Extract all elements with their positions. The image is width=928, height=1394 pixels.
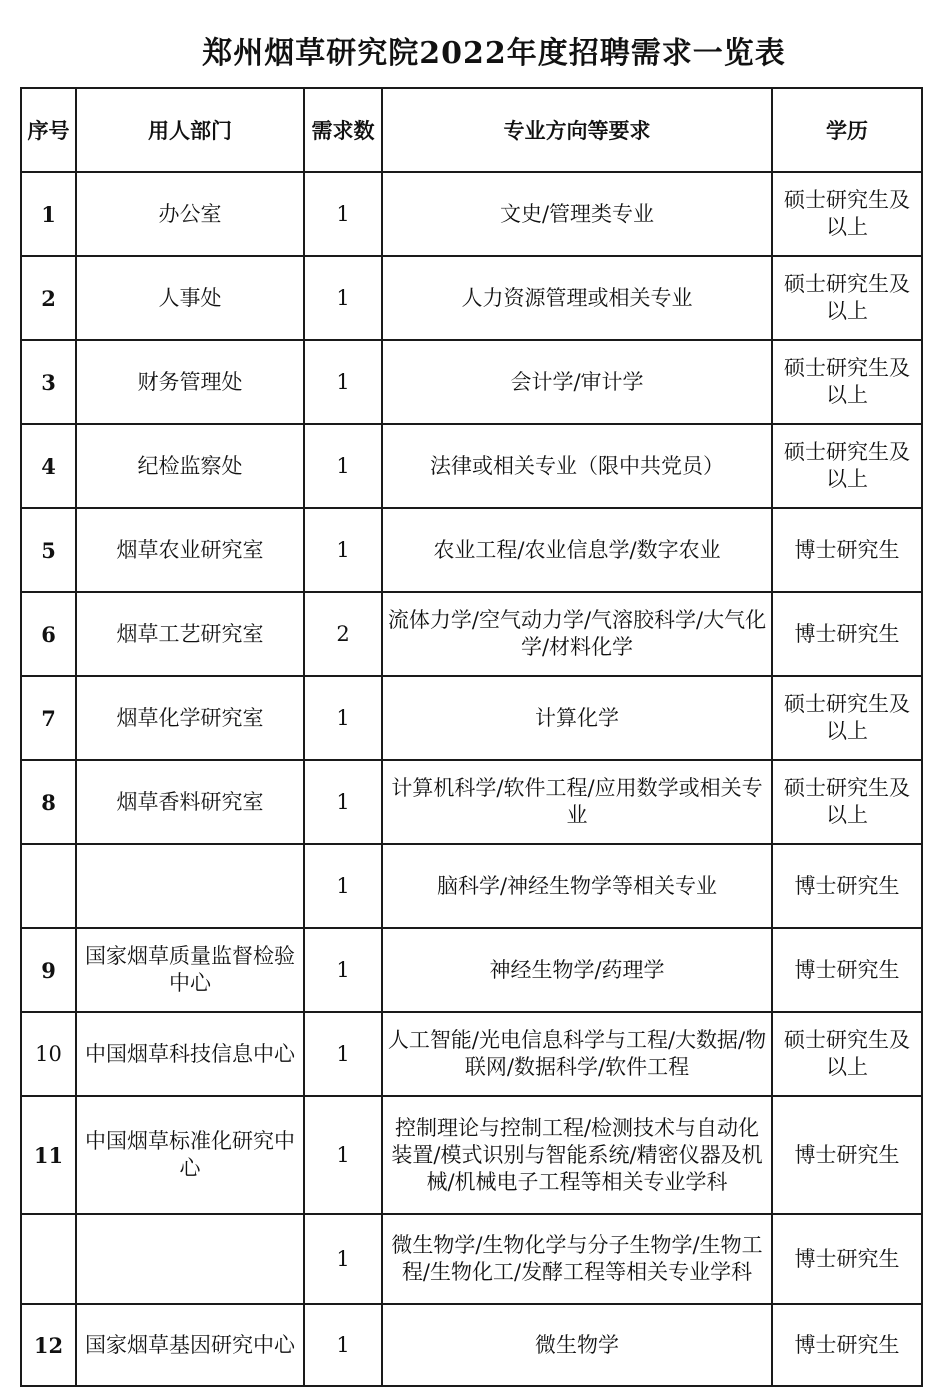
header-cell-edu: 学历 <box>772 88 922 172</box>
row-edu: 博士研究生 <box>772 592 922 676</box>
row-dept: 办公室 <box>76 172 304 256</box>
row-count: 1 <box>304 424 382 508</box>
row-dept <box>76 844 304 928</box>
row-major: 人工智能/光电信息科学与工程/大数据/物联网/数据科学/软件工程 <box>382 1012 772 1096</box>
row-edu: 博士研究生 <box>772 1214 922 1304</box>
table-row <box>21 1096 922 1214</box>
row-no <box>21 1214 76 1304</box>
row-count: 1 <box>304 1012 382 1096</box>
table-row <box>21 760 922 844</box>
row-no: 12 <box>21 1304 76 1386</box>
row-count: 1 <box>304 928 382 1012</box>
row-dept: 烟草香料研究室 <box>76 760 304 844</box>
row-dept: 纪检监察处 <box>76 424 304 508</box>
row-dept: 烟草化学研究室 <box>76 676 304 760</box>
row-count: 1 <box>304 256 382 340</box>
row-major: 脑科学/神经生物学等相关专业 <box>382 844 772 928</box>
row-major: 会计学/审计学 <box>382 340 772 424</box>
table-row <box>21 676 922 760</box>
row-edu: 硕士研究生及以上 <box>772 424 922 508</box>
table-header-row <box>21 88 922 172</box>
row-edu: 博士研究生 <box>772 928 922 1012</box>
row-major: 文史/管理类专业 <box>382 172 772 256</box>
row-count: 1 <box>304 340 382 424</box>
row-no: 3 <box>21 340 76 424</box>
row-count: 1 <box>304 1214 382 1304</box>
row-no: 2 <box>21 256 76 340</box>
row-major: 农业工程/农业信息学/数字农业 <box>382 508 772 592</box>
row-edu: 博士研究生 <box>772 508 922 592</box>
header-cell-no: 序号 <box>21 88 76 172</box>
row-no <box>21 844 76 928</box>
row-count: 1 <box>304 844 382 928</box>
row-edu: 硕士研究生及以上 <box>772 1012 922 1096</box>
row-no: 11 <box>21 1096 76 1214</box>
header-cell-dept: 用人部门 <box>76 88 304 172</box>
row-dept: 中国烟草标准化研究中心 <box>76 1096 304 1214</box>
row-no: 6 <box>21 592 76 676</box>
row-no: 7 <box>21 676 76 760</box>
table-row <box>21 844 922 928</box>
row-major: 计算化学 <box>382 676 772 760</box>
row-major: 控制理论与控制工程/检测技术与自动化装置/模式识别与智能系统/精密仪器及机械/机械电子工程等相关专业学科 <box>382 1096 772 1214</box>
row-major: 微生物学/生物化学与分子生物学/生物工程/生物化工/发酵工程等相关专业学科 <box>382 1214 772 1304</box>
row-dept: 国家烟草质量监督检验中心 <box>76 928 304 1012</box>
row-edu: 硕士研究生及以上 <box>772 256 922 340</box>
row-no: 8 <box>21 760 76 844</box>
row-edu: 博士研究生 <box>772 1096 922 1214</box>
table-row <box>21 592 922 676</box>
row-major: 流体力学/空气动力学/气溶胶科学/大气化学/材料化学 <box>382 592 772 676</box>
row-count: 1 <box>304 508 382 592</box>
row-dept: 财务管理处 <box>76 340 304 424</box>
row-count: 1 <box>304 1096 382 1214</box>
row-no: 9 <box>21 928 76 1012</box>
row-edu: 硕士研究生及以上 <box>772 172 922 256</box>
row-count: 1 <box>304 172 382 256</box>
row-dept: 人事处 <box>76 256 304 340</box>
table-row <box>21 1304 922 1386</box>
row-edu: 博士研究生 <box>772 844 922 928</box>
row-count: 2 <box>304 592 382 676</box>
row-no: 4 <box>21 424 76 508</box>
row-edu: 硕士研究生及以上 <box>772 676 922 760</box>
table-row <box>21 1214 922 1304</box>
row-edu: 博士研究生 <box>772 1304 922 1386</box>
row-dept <box>76 1214 304 1304</box>
row-count: 1 <box>304 676 382 760</box>
table-row <box>21 508 922 592</box>
table-row <box>21 424 922 508</box>
page-title: 郑州烟草研究院2022年度招聘需求一览表 <box>202 36 786 71</box>
row-major: 计算机科学/软件工程/应用数学或相关专业 <box>382 760 772 844</box>
recruitment-table <box>20 87 923 1387</box>
table-row <box>21 1012 922 1096</box>
row-major: 神经生物学/药理学 <box>382 928 772 1012</box>
row-dept: 国家烟草基因研究中心 <box>76 1304 304 1386</box>
row-no: 1 <box>21 172 76 256</box>
table-row <box>21 340 922 424</box>
header-cell-major: 专业方向等要求 <box>382 88 772 172</box>
row-edu: 硕士研究生及以上 <box>772 340 922 424</box>
table-row <box>21 172 922 256</box>
row-no: 10 <box>21 1012 76 1096</box>
row-major: 法律或相关专业（限中共党员） <box>382 424 772 508</box>
row-count: 1 <box>304 760 382 844</box>
row-major: 微生物学 <box>382 1304 772 1386</box>
row-edu: 硕士研究生及以上 <box>772 760 922 844</box>
row-dept: 烟草工艺研究室 <box>76 592 304 676</box>
row-count: 1 <box>304 1304 382 1386</box>
table-row <box>21 256 922 340</box>
header-cell-count: 需求数 <box>304 88 382 172</box>
row-no: 5 <box>21 508 76 592</box>
row-dept: 中国烟草科技信息中心 <box>76 1012 304 1096</box>
table-row <box>21 928 922 1012</box>
row-major: 人力资源管理或相关专业 <box>382 256 772 340</box>
row-dept: 烟草农业研究室 <box>76 508 304 592</box>
